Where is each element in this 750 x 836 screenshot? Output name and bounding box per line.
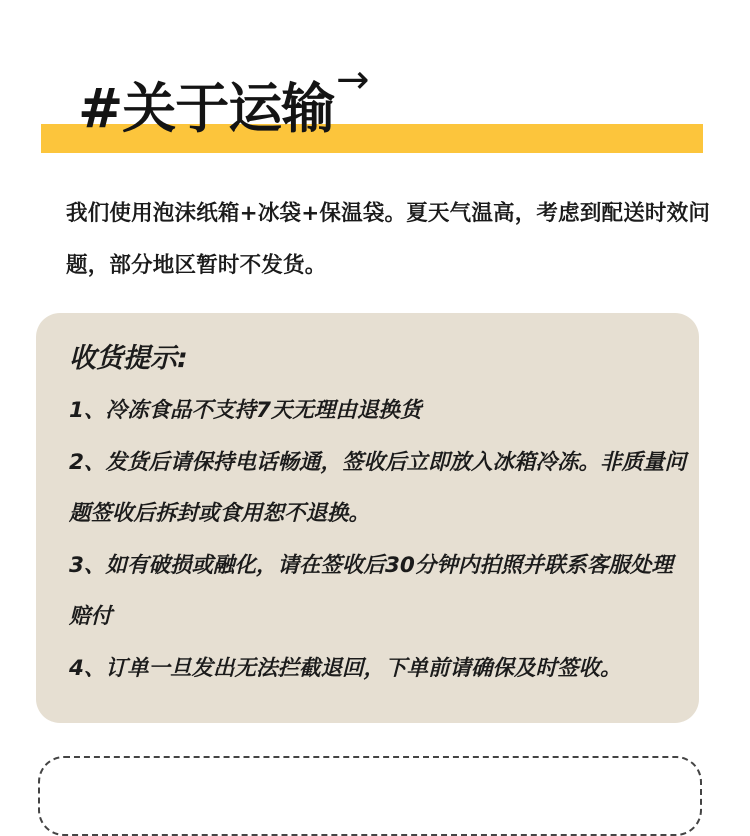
right-arrow-icon: →	[336, 57, 370, 103]
dashed-info-box	[38, 756, 702, 836]
notice-item: 2、发货后请保持电话畅通，签收后立即放入冰箱冷冻。非质量问题签收后拆封或食用恕不退换。	[69, 449, 686, 526]
section-title-text: #关于运输	[78, 77, 335, 140]
notice-item: 4、订单一旦发出无法拦截退回，下单前请确保及时签收。	[69, 655, 622, 681]
notice-list	[69, 385, 689, 694]
notice-item: 3、如有破损或融化，请在签收后30分钟内拍照并联系客服处理赔付	[69, 552, 673, 629]
notice-title: 收货提示:	[69, 343, 188, 374]
shipping-intro-text: 我们使用泡沫纸箱+冰袋+保温袋。夏天气温高，考虑到配送时效问题，部分地区暂时不发货。	[66, 201, 711, 278]
section-title	[78, 72, 334, 146]
delivery-notice-card	[36, 313, 699, 723]
notice-item: 1、冷冻食品不支持7天无理由退换货	[69, 398, 422, 423]
